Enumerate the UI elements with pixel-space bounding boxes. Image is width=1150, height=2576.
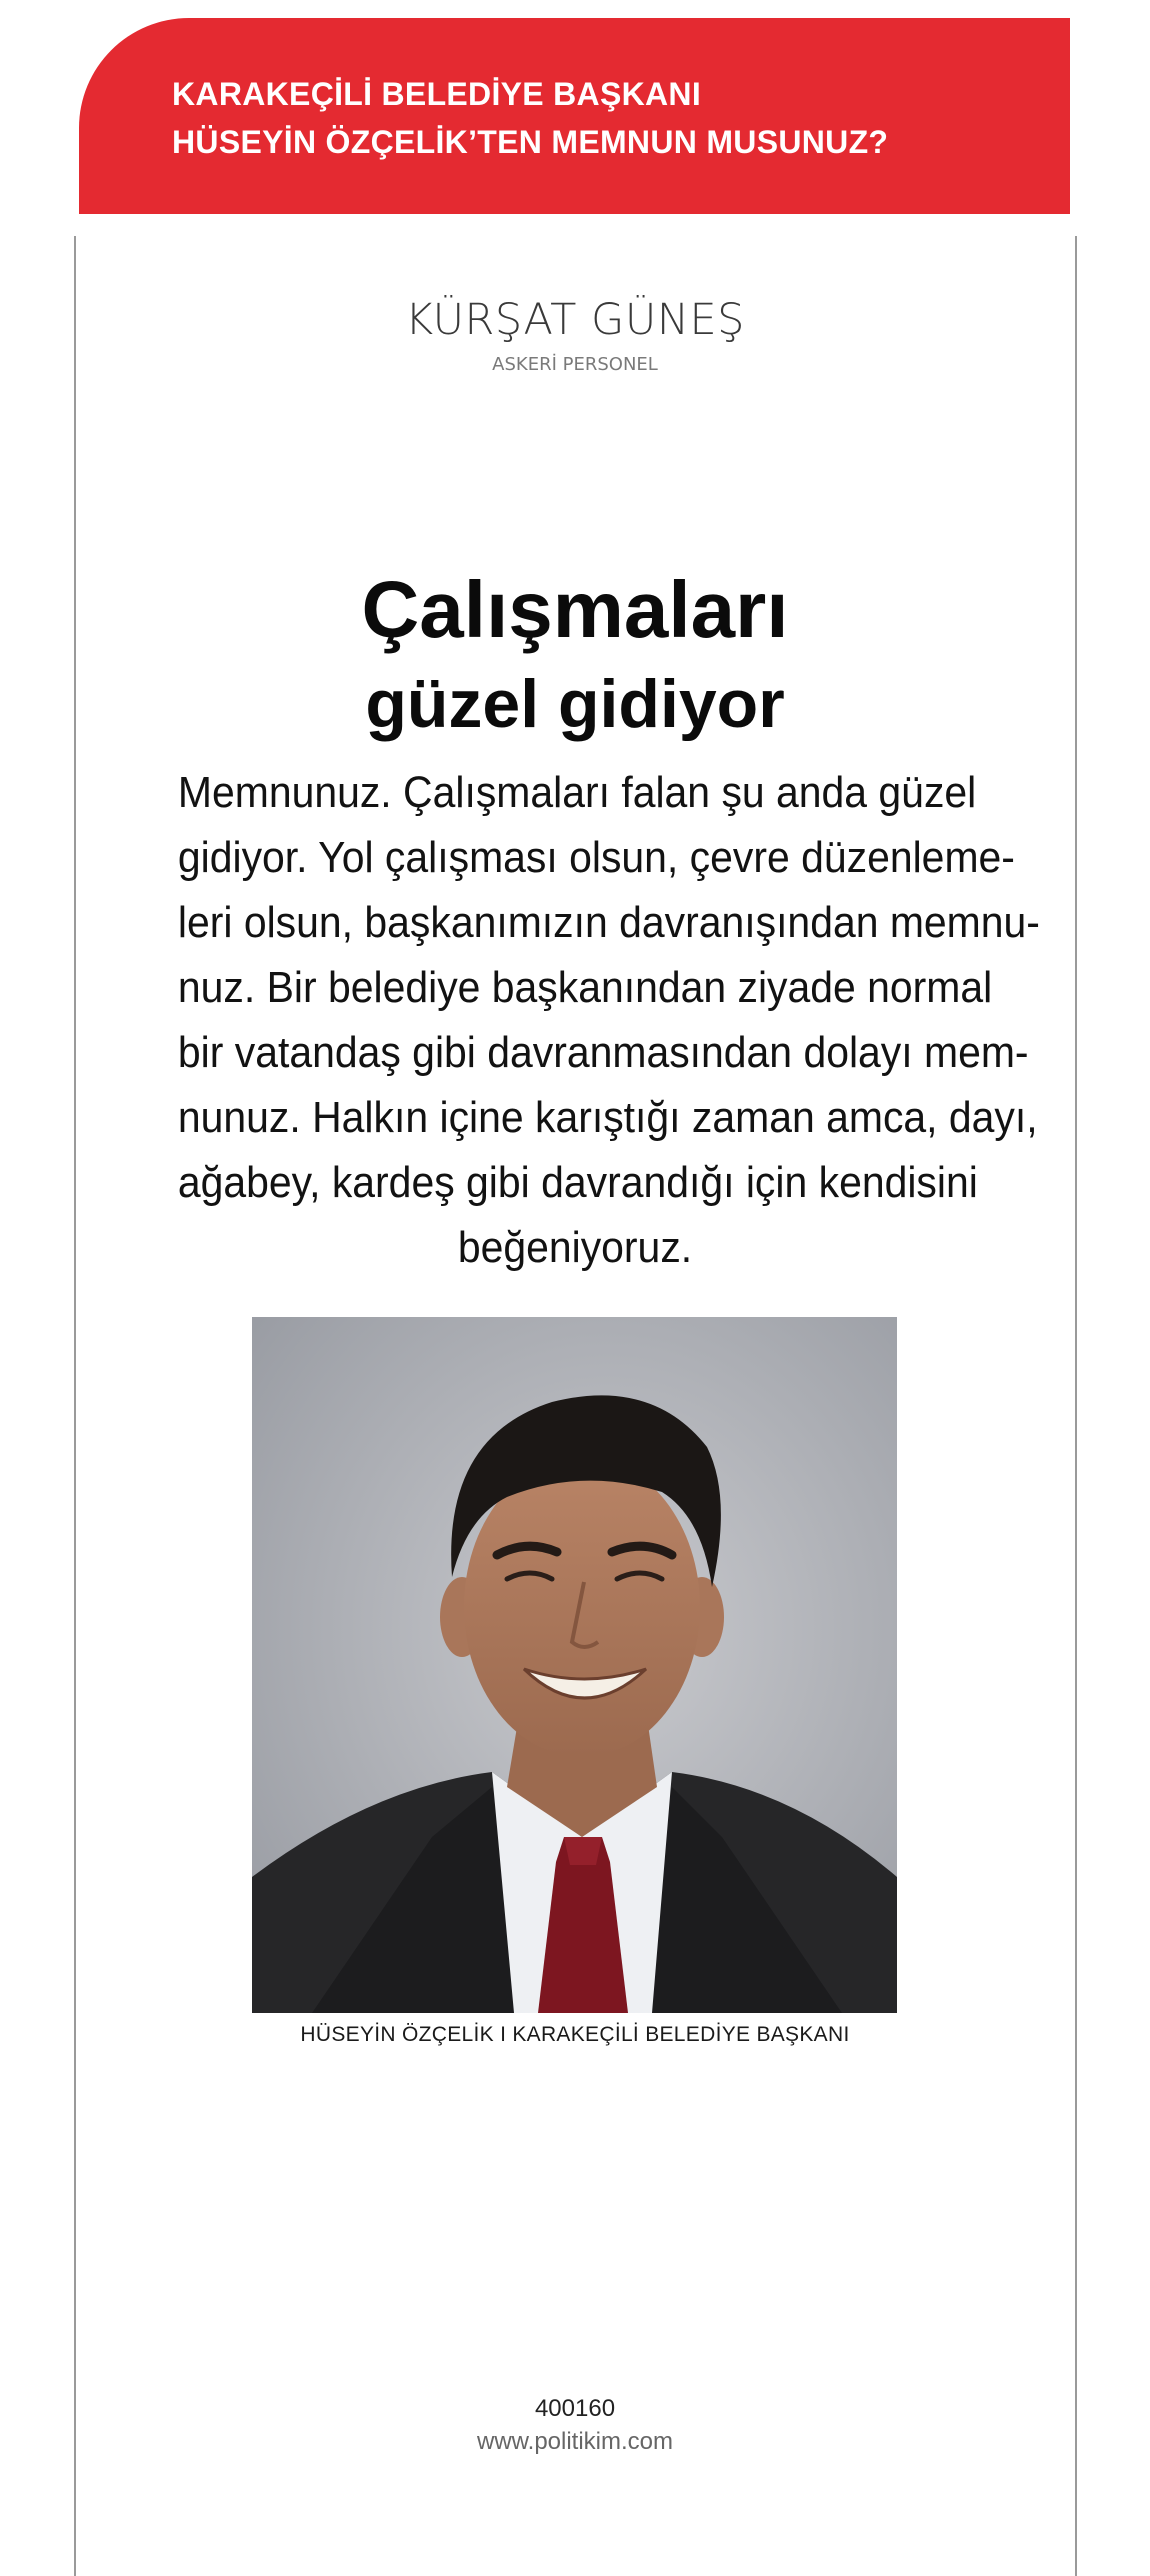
quote-line: Memnunuz. Çalışmaları falan şu anda güzel	[177, 768, 977, 817]
quote-line: beğeniyoruz.	[457, 1223, 693, 1272]
quote-line: gidiyor. Yol çalışması olsun, çevre düzenleme-	[177, 833, 1015, 882]
respondent-name: KÜRŞAT GÜNEŞ	[405, 295, 745, 345]
header-banner	[79, 18, 1070, 214]
banner-title-line-1: KARAKEÇİLİ BELEDİYE BAŞKANI	[172, 76, 702, 112]
banner-title-line-2: HÜSEYİN ÖZÇELİK’TEN MEMNUN MUSUNUZ?	[172, 124, 889, 160]
portrait-illustration	[252, 1317, 897, 2013]
quote-body	[148, 760, 1040, 1280]
photo-caption: HÜSEYİN ÖZÇELİK I KARAKEÇİLİ BELEDİYE BAŞKANI	[300, 2023, 850, 2046]
headline-line-2: güzel gidiyor	[365, 666, 785, 742]
website-url: www.politikim.com	[476, 2428, 674, 2455]
quote-line: nunuz. Halkın içine karıştığı zaman amca, dayı,	[177, 1093, 1038, 1142]
quote-line: ağabey, kardeş gibi davrandığı için kendisini	[177, 1158, 978, 1207]
page-code: 400160	[534, 2395, 616, 2422]
headline-line-1: Çalışmaları	[361, 565, 789, 654]
respondent-occupation: ASKERİ PERSONEL	[492, 354, 658, 375]
quote-line: bir vatandaş gibi davranmasından dolayı mem-	[177, 1028, 1029, 1077]
quote-line: leri olsun, başkanımızın davranışından memnu-	[177, 898, 1040, 947]
mayor-portrait-photo	[252, 1317, 897, 2013]
quote-line: nuz. Bir belediye başkanından ziyade normal	[177, 963, 993, 1012]
